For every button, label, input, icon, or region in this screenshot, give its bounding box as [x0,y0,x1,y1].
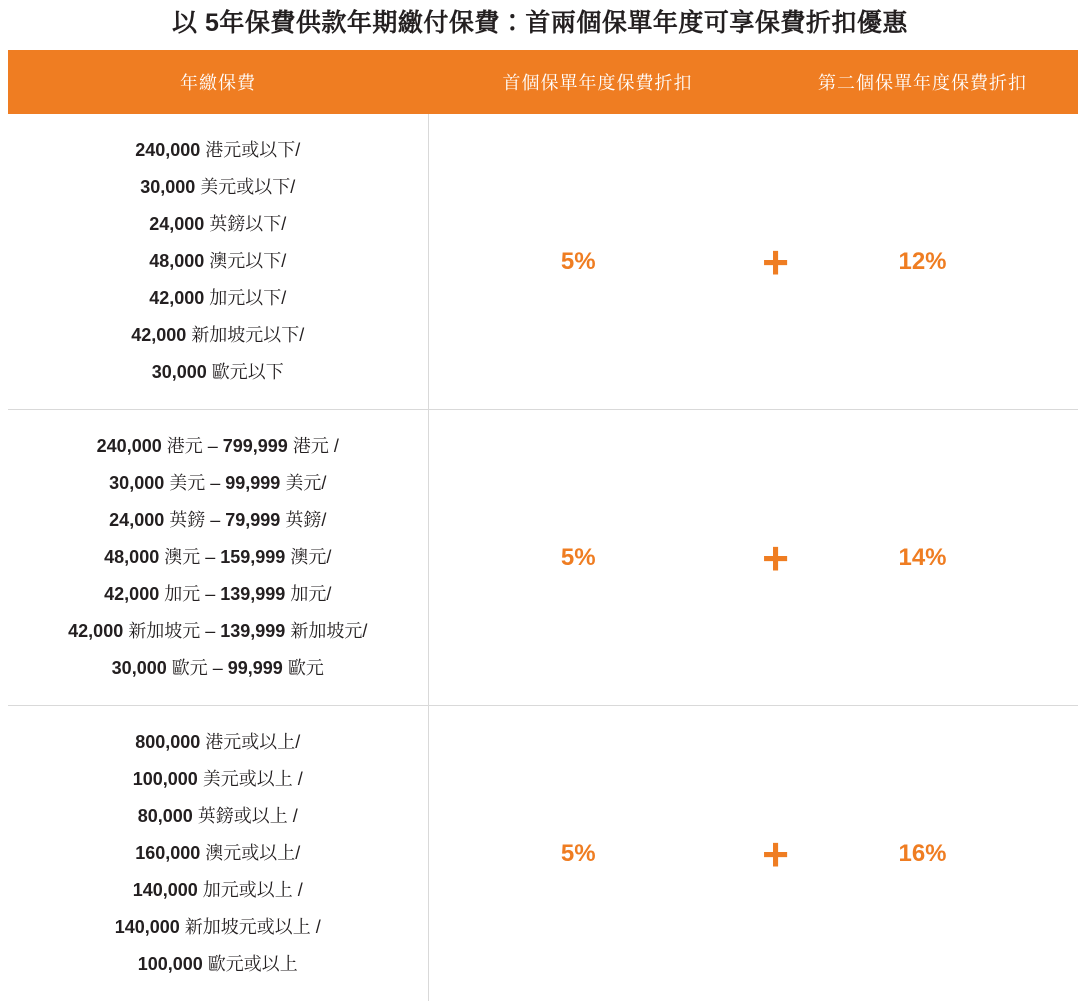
table-row [8,114,1078,410]
amount-line: 48,000 澳元以下/ [18,243,418,280]
amount-line: 240,000 港元 – 799,999 港元 / [18,428,418,465]
plus-icon: + [762,239,789,285]
amount-line: 140,000 加元或以上 / [18,872,418,909]
amount-line: 30,000 歐元 – 99,999 歐元 [18,650,418,687]
first-year-discount-cell [428,410,767,706]
plus-icon: + [762,831,789,877]
annual-premium-cell [8,114,428,410]
second-year-discount-cell: 16% [767,706,1078,1001]
page-title: 以 5年保費供款年期繳付保費：首兩個保單年度可享保費折扣優惠 [0,0,1080,50]
table-header-row [8,50,1078,114]
amount-line: 42,000 加元 – 139,999 加元/ [18,576,418,613]
amount-line: 24,000 英鎊 – 79,999 英鎊/ [18,502,418,539]
amount-line: 100,000 歐元或以上 [18,946,418,983]
column-header-second-year-discount: 第二個保單年度保費折扣 [767,50,1078,114]
amount-line: 80,000 英鎊或以上 / [18,798,418,835]
amount-line: 48,000 澳元 – 159,999 澳元/ [18,539,418,576]
premium-discount-table [8,50,1078,1001]
first-year-discount-value: 5% [561,840,596,867]
table-header [8,50,1078,114]
amount-line: 30,000 歐元以下 [18,354,418,391]
amount-line: 240,000 港元或以下/ [18,132,418,169]
column-header-annual-premium: 年繳保費 [8,50,428,114]
amount-line: 30,000 美元 – 99,999 美元/ [18,465,418,502]
first-year-discount-value: 5% [561,248,596,275]
amount-line: 24,000 英鎊以下/ [18,206,418,243]
second-year-discount-cell: 14% [767,410,1078,706]
amount-line: 42,000 新加坡元以下/ [18,317,418,354]
amount-line: 800,000 港元或以上/ [18,724,418,761]
amount-line: 42,000 新加坡元 – 139,999 新加坡元/ [18,613,418,650]
amount-line: 30,000 美元或以下/ [18,169,418,206]
first-year-discount-cell [428,706,767,1001]
amount-line: 140,000 新加坡元或以上 / [18,909,418,946]
amount-line: 160,000 澳元或以上/ [18,835,418,872]
first-year-discount-value: 5% [561,544,596,571]
annual-premium-cell [8,706,428,1001]
table-row [8,410,1078,706]
first-year-discount-cell [428,114,767,410]
column-header-first-year-discount: 首個保單年度保費折扣 [428,50,767,114]
annual-premium-cell [8,410,428,706]
table-body [8,114,1078,1001]
second-year-discount-cell: 12% [767,114,1078,410]
table-row [8,706,1078,1001]
amount-line: 42,000 加元以下/ [18,280,418,317]
amount-line: 100,000 美元或以上 / [18,761,418,798]
plus-icon: + [762,535,789,581]
